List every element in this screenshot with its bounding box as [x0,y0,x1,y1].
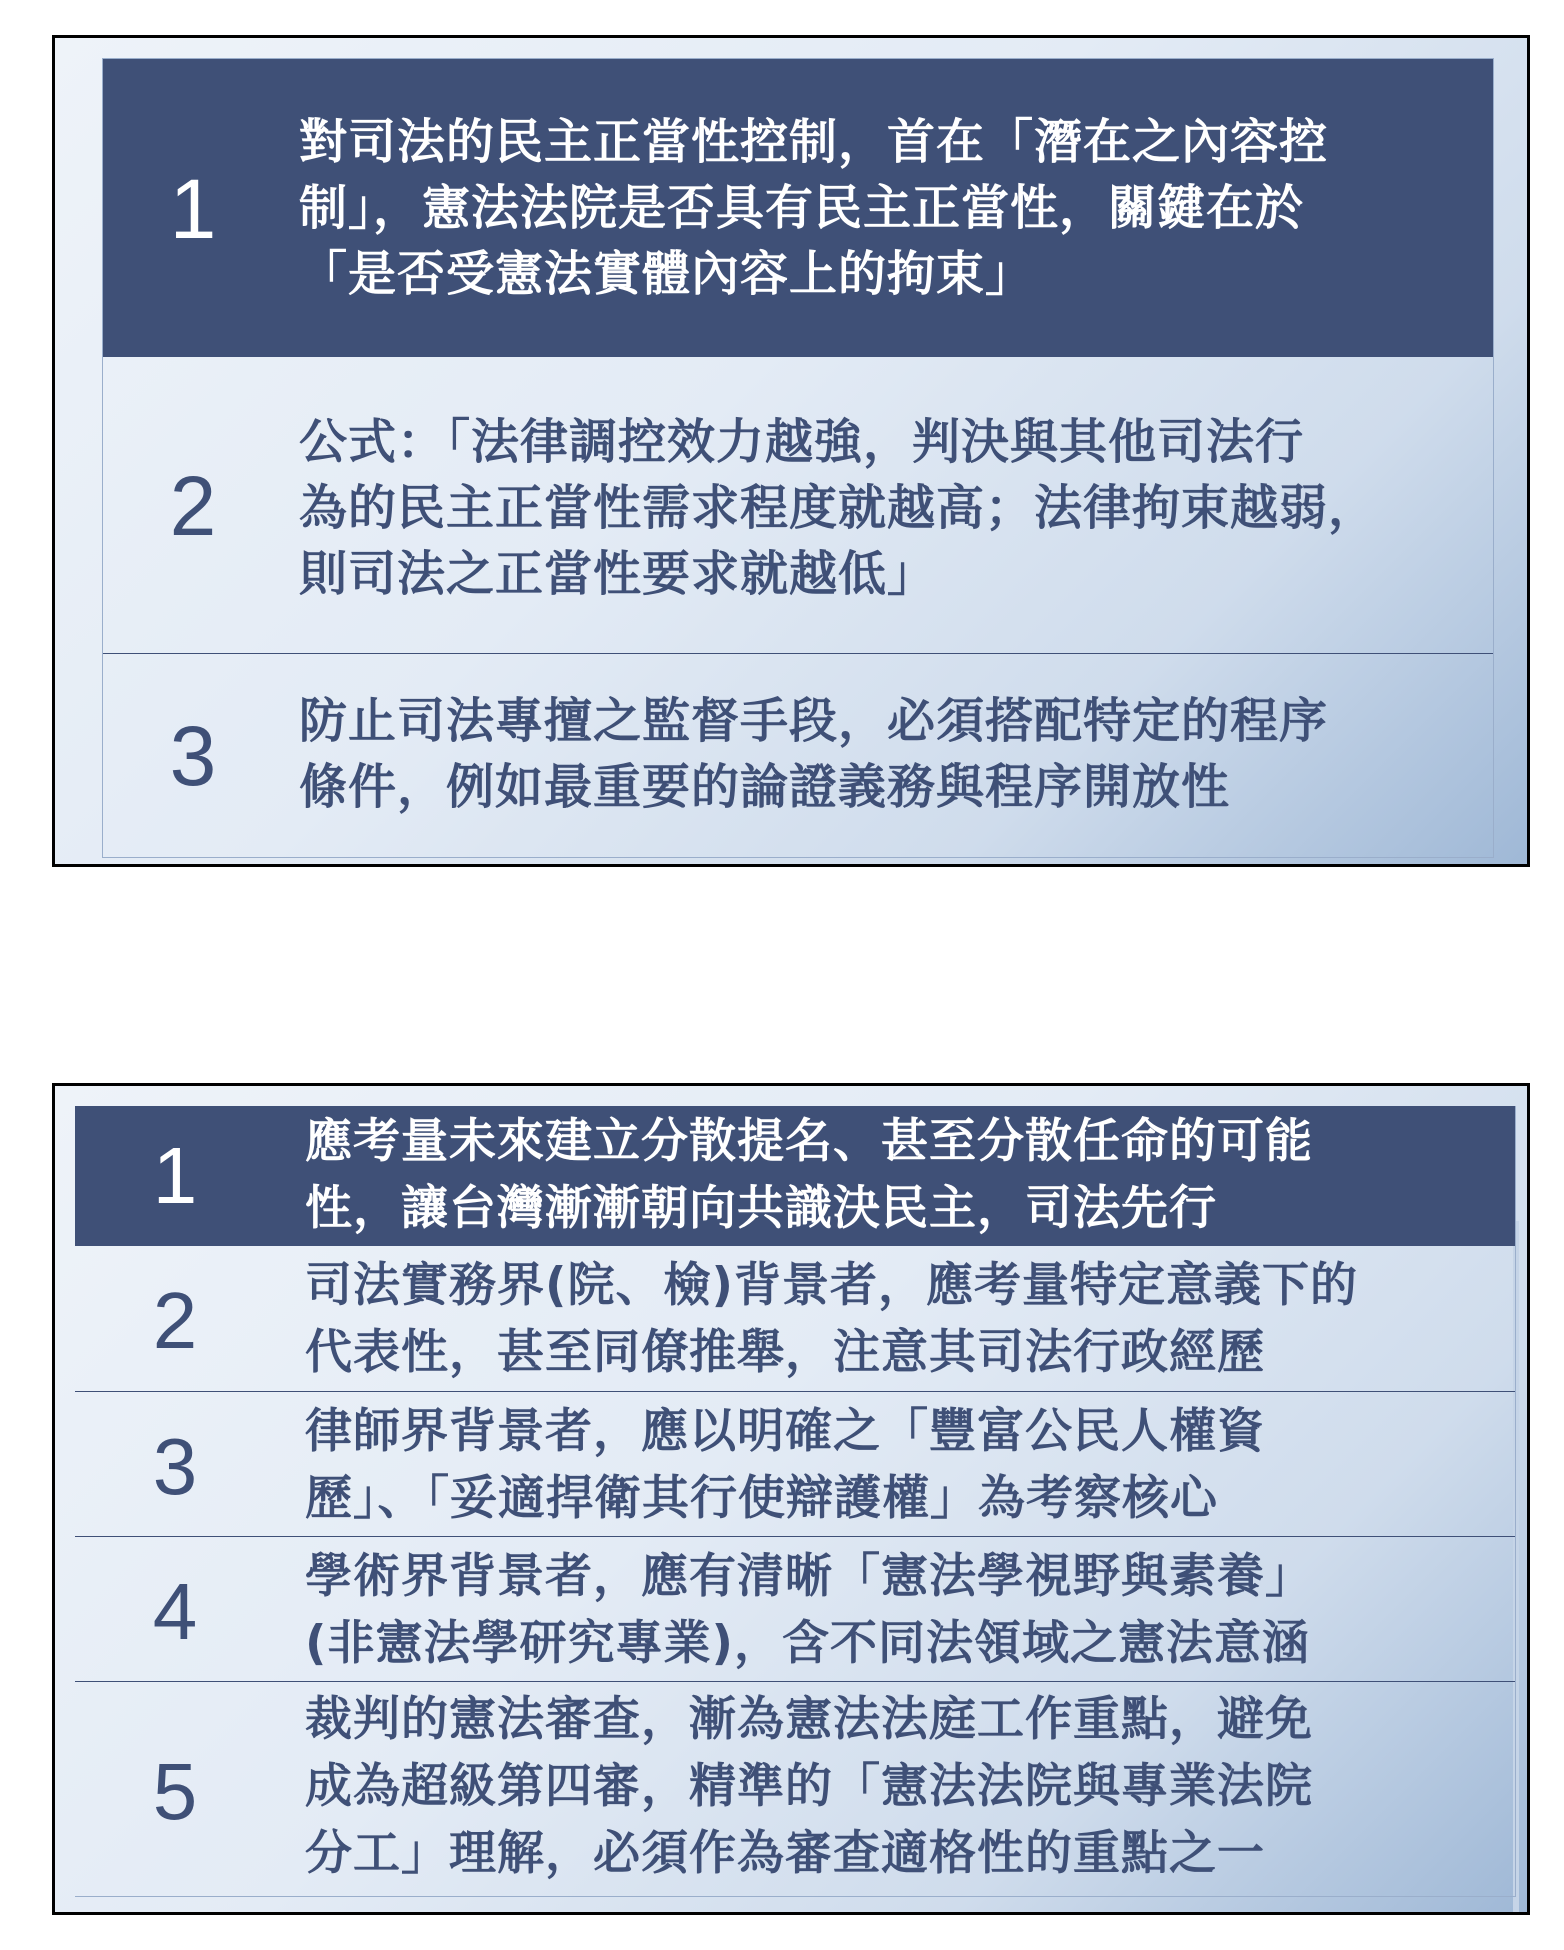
item-text: 防止司法專擅之監督手段，必須搭配特定的程序 條件，例如最重要的論證義務與程序開放性 [299,693,1329,815]
item-text: 裁判的憲法審查，漸為憲法法庭工作重點，避免 成為超級第四審，精準的「憲法法院與專業法院 分工」理解，必須作為審查適格性的重點之一 [305,1692,1313,1881]
item-text: 對司法的民主正當性控制，首在「潛在之內容控 制」，憲法法院是否具有民主正當性，關鍵在於 「是否受憲法實體內容上的拘束」 [299,114,1329,302]
item-text: 公式：「法律調控效力越強，判決與其他司法行 為的民主正當性需求程度就越高；法律拘束越弱， 則司法之正當性要求就越低」 [299,414,1378,602]
item-number: 1 [152,1131,198,1220]
list-item [75,1391,1515,1536]
list-item [75,1106,1515,1246]
item-number: 4 [152,1567,198,1656]
item-text: 司法實務界(院、檢)背景者，應考量特定意義下的 代表性，甚至同僚推舉，注意其司法行政經歷 [305,1258,1358,1380]
list-item [103,59,1493,357]
list-item [103,357,1493,653]
item-number: 5 [152,1747,198,1836]
slide-bottom [52,1083,1530,1915]
list-panel-top [102,58,1494,858]
item-number: 3 [152,1422,198,1511]
item-number: 1 [169,162,217,256]
item-number: 2 [152,1276,198,1365]
list-item [75,1536,1515,1681]
slide-top [52,35,1530,867]
list-item [75,1246,1515,1391]
item-text: 律師界背景者，應以明確之「豐富公民人權資 歷」、「妥適捍衛其行使辯護權」為考察核心 [305,1404,1265,1526]
list-item [75,1681,1515,1896]
item-text: 學術界背景者，應有清晰「憲法學視野與素養」 (非憲法學研究專業)，含不同法領域之憲法意涵 [305,1549,1313,1671]
item-text: 應考量未來建立分散提名、甚至分散任命的可能 性，讓台灣漸漸朝向共識決民主，司法先行 [305,1114,1313,1236]
list-item [103,653,1493,857]
item-number: 3 [169,709,217,803]
item-number: 2 [169,459,217,553]
list-panel-bottom [75,1106,1516,1897]
